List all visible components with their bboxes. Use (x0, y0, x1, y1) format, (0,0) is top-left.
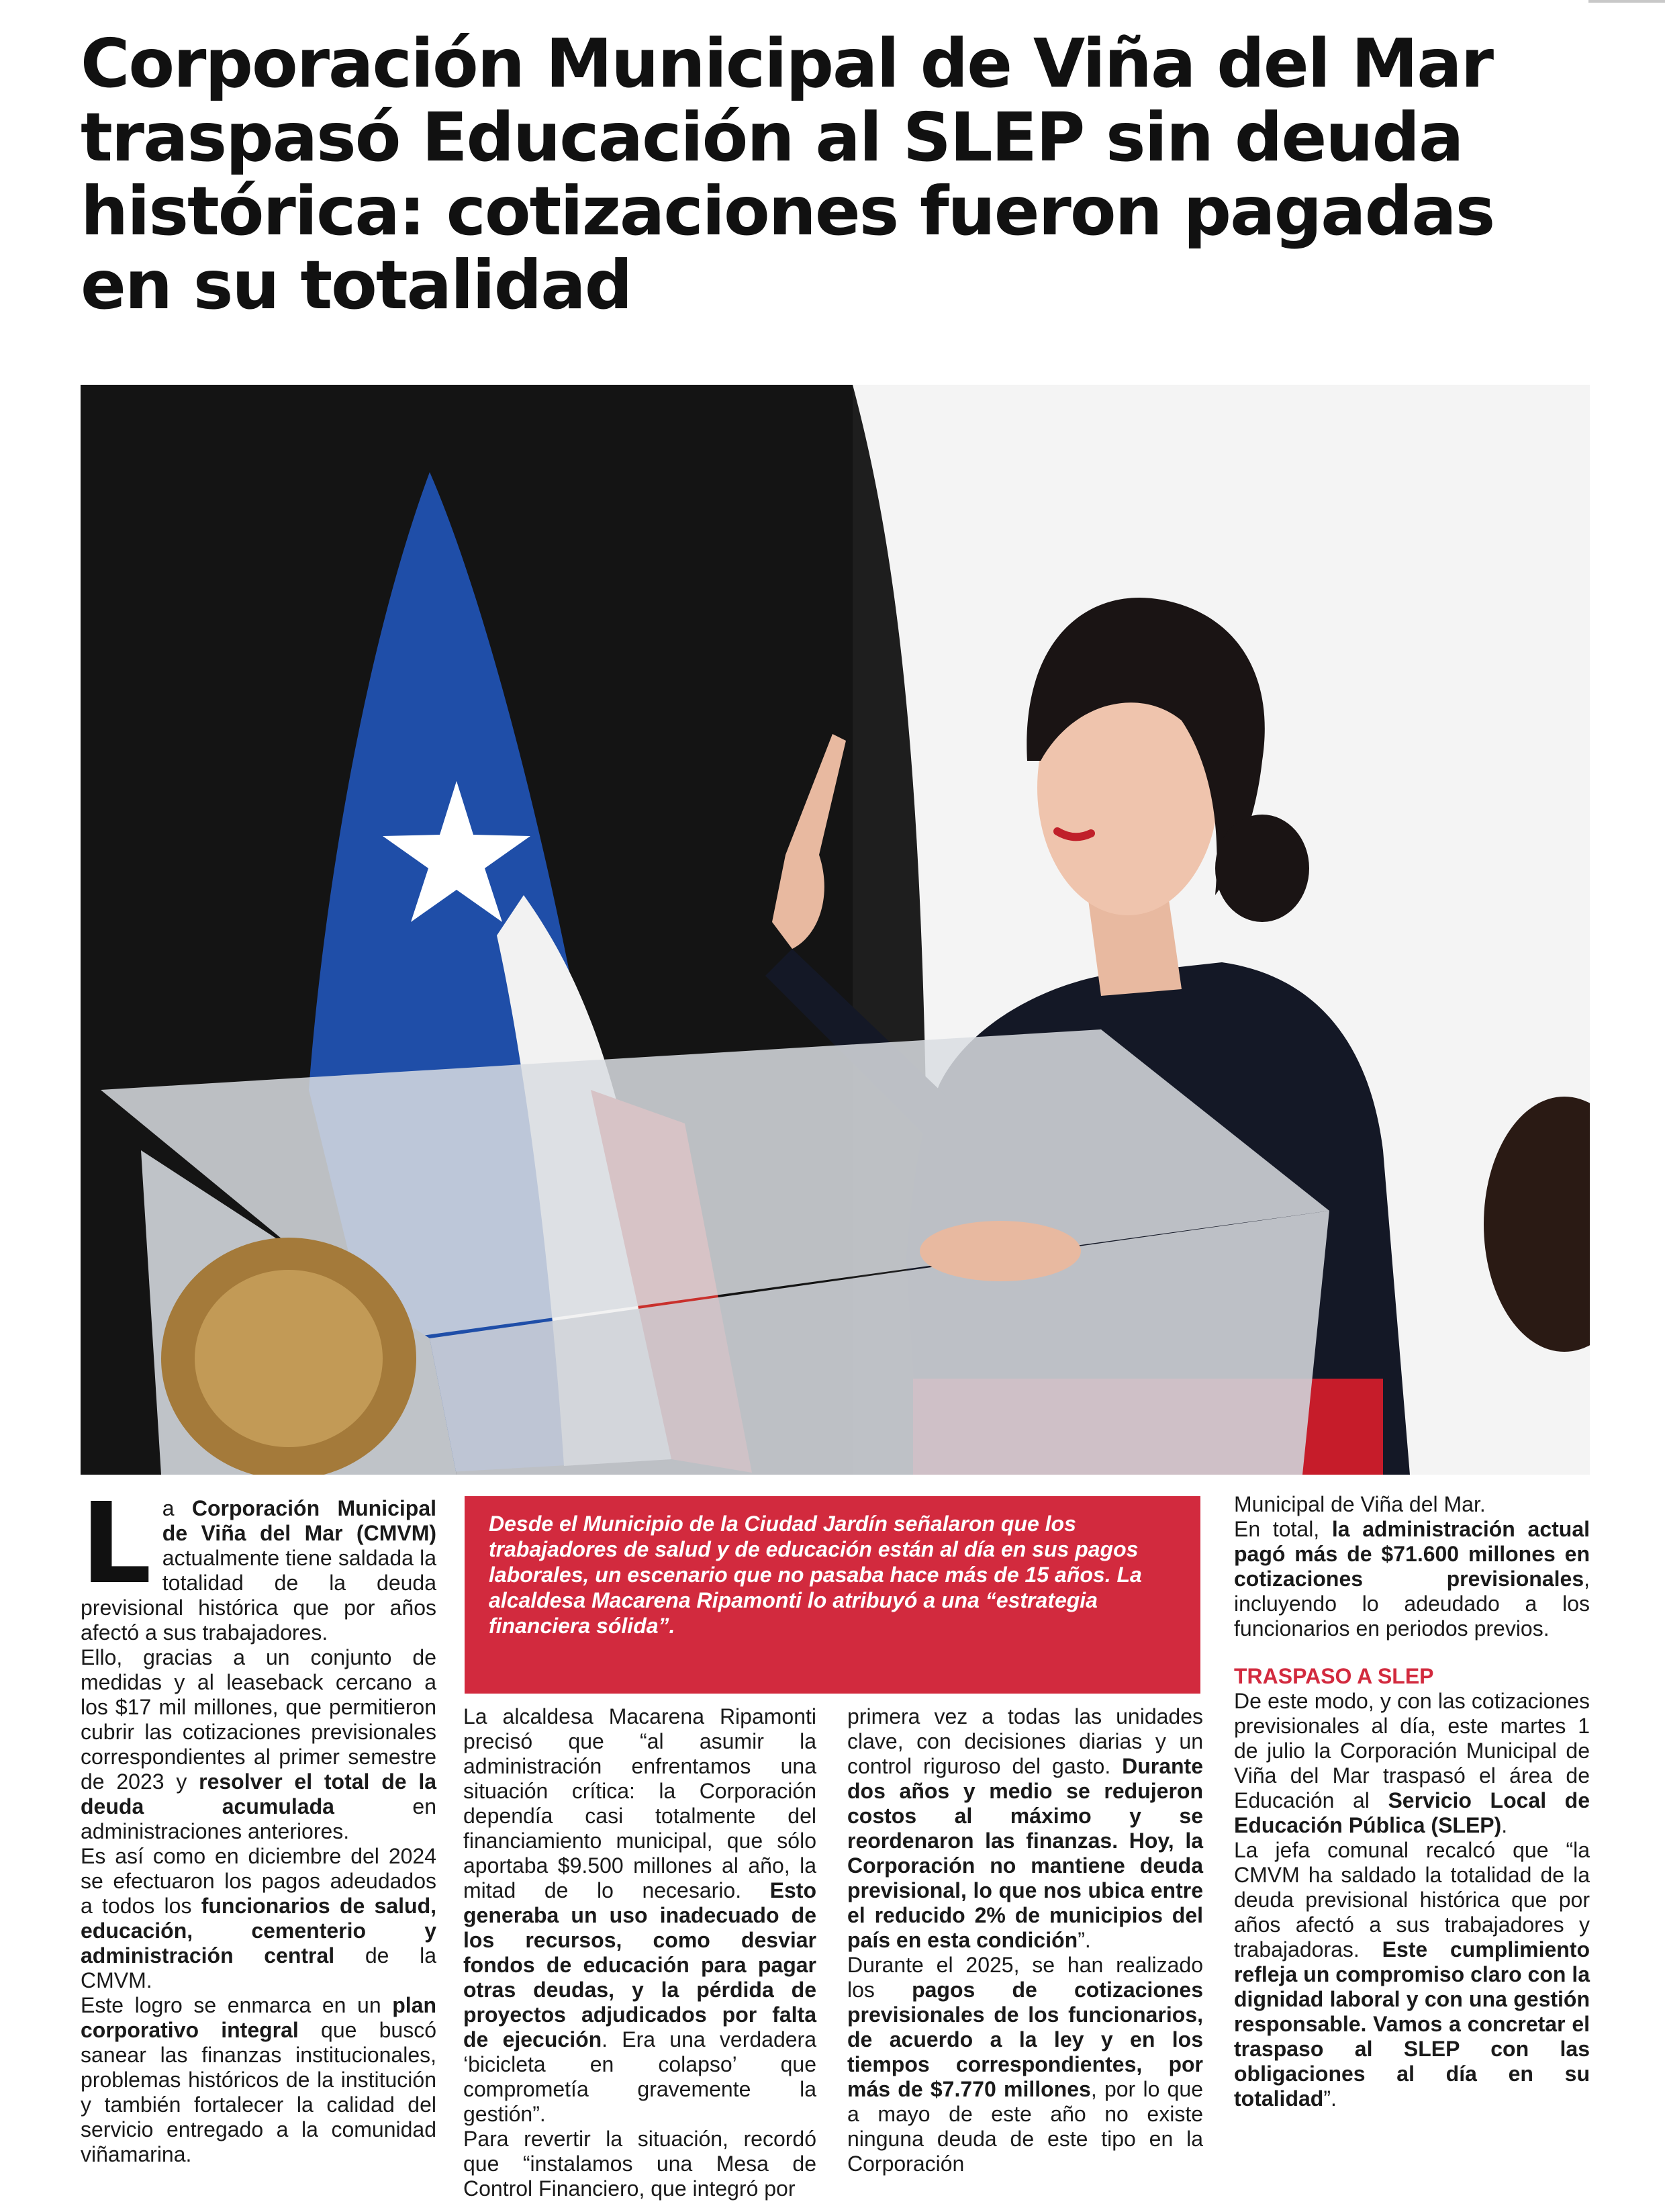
paragraph (847, 1953, 1203, 2176)
text-run: De este modo, y con las cotizaciones previsionales al día, este martes 1 de julio la Corporación Municipal de Viña del Mar traspasó el área de Educación al (1234, 1689, 1590, 1812)
bold-text: Durante dos años y medio se redujeron costos al máximo y se reordenaron las finanzas. Hoy, la Corporación no mantiene deuda previsional, lo que nos ubica entre el reducido 2% de municipios del país en esta condición (847, 1754, 1203, 1952)
text-run: , incluyendo lo adeudado a los funcionarios en periodos previos. (1234, 1567, 1590, 1641)
bold-text: la administración actual pagó más de $71.600 millones en cotizaciones previsionales (1234, 1517, 1590, 1591)
top-rule (1588, 0, 1665, 3)
article-column-1 (81, 1479, 437, 2167)
bold-text: Servicio Local de Educación Pública (SLEP) (1234, 1788, 1590, 1837)
text-run: en administraciones anteriores. (81, 1794, 436, 1843)
paragraph: Para revertir la situación, recordó que “instalamos una Mesa de Control Financiero, que integró por (463, 2127, 816, 2201)
paragraph (847, 1704, 1203, 1953)
bold-text: Corporación Municipal de Viña del Mar (CMVM) (162, 1496, 436, 1545)
article-column-3 (847, 1704, 1203, 2176)
paragraph (1234, 1517, 1590, 1641)
text-run: La jefa comunal recalcó que “la CMVM ha saldado la totalidad de la deuda previsional histórica que por años afectó a sus trabajadores y trabajadoras. (1234, 1838, 1590, 1962)
text-run: actualmente tiene saldada la totalidad de la deuda previsional histórica que por años afectó a sus trabajadores. (81, 1546, 436, 1645)
article-photo (81, 385, 1590, 1475)
text-run: que buscó sanear las finanzas institucionales, problemas históricos de la institución y también fortalecer la calidad del servicio entregado a la comunidad viñamarina. (81, 2018, 436, 2166)
text-run: ”. (1323, 2086, 1337, 2111)
speaker-at-podium-illustration (81, 385, 1590, 1475)
text-run: primera vez a todas las unidades clave, con decisiones diarias y un control riguroso del gasto. (847, 1704, 1203, 1778)
paragraph (463, 1704, 816, 2127)
text-run: Durante el 2025, se han realizado los (847, 1953, 1203, 2002)
bold-text: resolver el total de la deuda acumulada (81, 1769, 437, 1818)
bold-text: plan corporativo integral (81, 1993, 436, 2042)
paragraph (1234, 1689, 1590, 1838)
paragraph (81, 1645, 436, 1844)
paragraph (81, 1993, 436, 2167)
paragraph (1234, 1838, 1590, 2111)
text-run: La alcaldesa Macarena Ripamonti precisó que “al asumir la administración enfrentamos una situación crítica: la Corporación dependía casi totalmente del financiamiento municipal, que sólo aportaba $9.500 millones al año, la mitad de lo necesario. (463, 1704, 816, 1902)
bold-text: funcionarios de salud, educación, cementerio y administración central (81, 1894, 437, 1968)
text-run: de la CMVM. (81, 1943, 437, 1992)
text-run: Es así como en diciembre del 2024 se efectuaron los pagos adeudados a todos los (81, 1844, 436, 1918)
bold-text: Este cumplimiento refleja un compromiso claro con la dignidad laboral y con una gestión responsable. Vamos a concretar el traspaso al SLEP con las obligaciones al día en su totalidad (1234, 1937, 1590, 2111)
text-run: , por lo que a mayo de este año no existe ninguna deuda de este tipo en la Corporación (847, 2077, 1204, 2176)
callout-text: Desde el Municipio de la Ciudad Jardín señalaron que los trabajadores de salud y de educación están al día en sus pagos laborales, un escenario que no pasaba hace más de 15 años. La alcaldesa Macarena Ripamonti lo atribuyó a una “estrategia financiera sólida”. (489, 1512, 1142, 1638)
article-column-4 (1234, 1492, 1590, 2111)
article-column-2 (463, 1704, 816, 2201)
bold-text: Esto generaba un uso inadecuado de los recursos, como desviar fondos de educación para pagar otras deudas, y la pérdida de proyectos adjudicados por falta de ejecución (463, 1878, 816, 2052)
highlight-callout (465, 1496, 1200, 1694)
text-run: a (162, 1496, 192, 1520)
bold-text: pagos de cotizaciones previsionales de los funcionarios, de acuerdo a la ley y en los tiempos correspondientes, por más de $7.770 millones (847, 1978, 1204, 2101)
paragraph (81, 1844, 436, 1993)
text-run: . (1501, 1813, 1508, 1837)
text-run: Este logro se enmarca en un (81, 1993, 393, 2017)
drop-cap: L (81, 1479, 152, 1609)
text-run: ”. (1078, 1928, 1091, 1952)
paragraph: Municipal de Viña del Mar. (1234, 1492, 1486, 1516)
text-run: Ello, gracias a un conjunto de medidas y al leaseback cercano a los $17 mil millones, que permitieron cubrir las cotizaciones previsionales correspondientes al primer semestre de 2023 y (81, 1645, 436, 1794)
text-run: En total, (1234, 1517, 1332, 1541)
section-title: TRASPASO A SLEP (1234, 1664, 1434, 1688)
text-run: . Era una verdadera ‘bicicleta en colapso’ que comprometía gravemente la gestión”. (463, 2027, 816, 2126)
headline: Corporación Municipal de Viña del Mar traspasó Educación al SLEP sin deuda histórica: cotizaciones fueron pagadas en su totalidad (81, 24, 1494, 324)
